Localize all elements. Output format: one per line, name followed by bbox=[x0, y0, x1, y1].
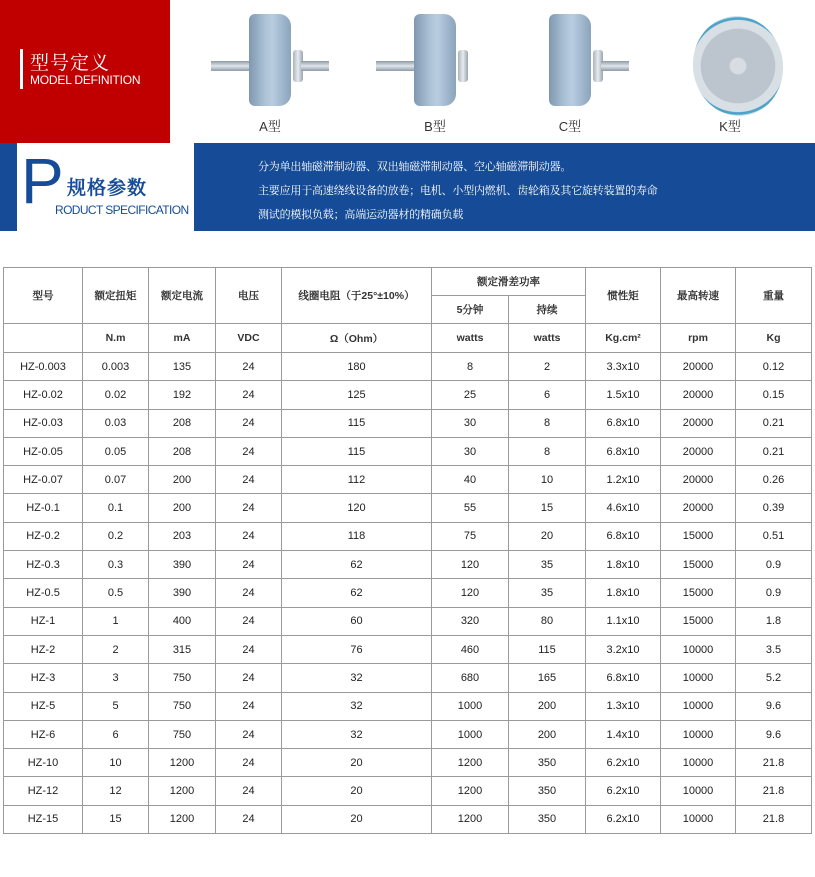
cell-torque: 1 bbox=[83, 607, 149, 635]
cell-resistance: 180 bbox=[282, 353, 432, 381]
cell-torque: 6 bbox=[83, 720, 149, 748]
cell-torque: 5 bbox=[83, 692, 149, 720]
cell-weight: 5.2 bbox=[736, 664, 812, 692]
cell-resistance: 20 bbox=[282, 805, 432, 833]
table-row bbox=[4, 805, 812, 833]
unit-inertia: Kg.cm² bbox=[586, 324, 661, 353]
cell-current: 200 bbox=[149, 494, 216, 522]
cell-inertia: 4.6x10 bbox=[586, 494, 661, 522]
cell-torque: 2 bbox=[83, 635, 149, 663]
cell-torque: 0.2 bbox=[83, 522, 149, 550]
cell-resistance: 115 bbox=[282, 409, 432, 437]
cell-model: HZ-12 bbox=[4, 777, 83, 805]
cell-max-speed: 10000 bbox=[661, 664, 736, 692]
cell-weight: 0.26 bbox=[736, 466, 812, 494]
cell-resistance: 62 bbox=[282, 579, 432, 607]
cell-resistance: 125 bbox=[282, 381, 432, 409]
cell-resistance: 20 bbox=[282, 777, 432, 805]
cell-inertia: 1.3x10 bbox=[586, 692, 661, 720]
cell-resistance: 76 bbox=[282, 635, 432, 663]
cell-current: 750 bbox=[149, 692, 216, 720]
spec-table bbox=[3, 267, 812, 834]
cell-inertia: 6.8x10 bbox=[586, 664, 661, 692]
cell-torque: 0.3 bbox=[83, 551, 149, 579]
cell-torque: 12 bbox=[83, 777, 149, 805]
cell-resistance: 32 bbox=[282, 692, 432, 720]
cell-model: HZ-10 bbox=[4, 749, 83, 777]
cell-resistance: 112 bbox=[282, 466, 432, 494]
cell-voltage: 24 bbox=[216, 466, 282, 494]
cell-resistance: 115 bbox=[282, 437, 432, 465]
cell-slip-5min: 55 bbox=[432, 494, 509, 522]
cell-resistance: 32 bbox=[282, 664, 432, 692]
cell-weight: 0.15 bbox=[736, 381, 812, 409]
product-k-label: K型 bbox=[719, 119, 741, 134]
cell-slip-5min: 40 bbox=[432, 466, 509, 494]
cell-weight: 9.6 bbox=[736, 692, 812, 720]
model-definition-header bbox=[0, 0, 170, 143]
cell-slip-continuous: 8 bbox=[509, 437, 586, 465]
cell-current: 192 bbox=[149, 381, 216, 409]
cell-model: HZ-0.1 bbox=[4, 494, 83, 522]
cell-slip-5min: 30 bbox=[432, 437, 509, 465]
cell-voltage: 24 bbox=[216, 607, 282, 635]
cell-resistance: 120 bbox=[282, 494, 432, 522]
cell-inertia: 6.8x10 bbox=[586, 522, 661, 550]
cell-weight: 0.21 bbox=[736, 409, 812, 437]
brake-k-image bbox=[686, 10, 789, 122]
product-a bbox=[205, 10, 335, 135]
table-row bbox=[4, 607, 812, 635]
cell-slip-5min: 75 bbox=[432, 522, 509, 550]
cell-model: HZ-0.3 bbox=[4, 551, 83, 579]
cell-max-speed: 10000 bbox=[661, 692, 736, 720]
cell-weight: 0.12 bbox=[736, 353, 812, 381]
cell-weight: 21.8 bbox=[736, 805, 812, 833]
cell-slip-5min: 1000 bbox=[432, 692, 509, 720]
cell-resistance: 62 bbox=[282, 551, 432, 579]
cell-resistance: 32 bbox=[282, 720, 432, 748]
cell-current: 200 bbox=[149, 466, 216, 494]
cell-model: HZ-15 bbox=[4, 805, 83, 833]
table-row bbox=[4, 664, 812, 692]
cell-inertia: 6.8x10 bbox=[586, 437, 661, 465]
cell-inertia: 6.8x10 bbox=[586, 409, 661, 437]
cell-inertia: 6.2x10 bbox=[586, 805, 661, 833]
table-row bbox=[4, 353, 812, 381]
cell-slip-continuous: 350 bbox=[509, 805, 586, 833]
cell-voltage: 24 bbox=[216, 635, 282, 663]
cell-slip-continuous: 350 bbox=[509, 749, 586, 777]
cell-voltage: 24 bbox=[216, 409, 282, 437]
cell-voltage: 24 bbox=[216, 664, 282, 692]
cell-inertia: 1.8x10 bbox=[586, 579, 661, 607]
spec-logo-letter: P bbox=[21, 145, 64, 217]
cell-model: HZ-0.2 bbox=[4, 522, 83, 550]
cell-model: HZ-1 bbox=[4, 607, 83, 635]
cell-weight: 9.6 bbox=[736, 720, 812, 748]
cell-torque: 0.03 bbox=[83, 409, 149, 437]
cell-slip-5min: 1200 bbox=[432, 805, 509, 833]
cell-max-speed: 10000 bbox=[661, 805, 736, 833]
unit-slip-5min: watts bbox=[432, 324, 509, 353]
spec-banner-strip bbox=[0, 143, 17, 231]
product-a-label: A型 bbox=[259, 119, 281, 134]
table-row bbox=[4, 777, 812, 805]
cell-slip-continuous: 200 bbox=[509, 720, 586, 748]
cell-max-speed: 15000 bbox=[661, 522, 736, 550]
spec-description-line: 分为单出轴磁滞制动器、双出轴磁滞制动器、空心轴磁滞制动器。 bbox=[258, 160, 572, 173]
cell-slip-continuous: 165 bbox=[509, 664, 586, 692]
table-row bbox=[4, 437, 812, 465]
cell-weight: 0.39 bbox=[736, 494, 812, 522]
spec-description-panel bbox=[194, 143, 815, 231]
table-row bbox=[4, 720, 812, 748]
cell-current: 1200 bbox=[149, 749, 216, 777]
cell-model: HZ-3 bbox=[4, 664, 83, 692]
spec-logo bbox=[17, 143, 194, 231]
cell-slip-continuous: 2 bbox=[509, 353, 586, 381]
cell-slip-5min: 1000 bbox=[432, 720, 509, 748]
cell-current: 400 bbox=[149, 607, 216, 635]
spec-description-line: 测试的模拟负载；高端运动器材的精确负载 bbox=[258, 208, 464, 221]
cell-inertia: 1.5x10 bbox=[586, 381, 661, 409]
table-row bbox=[4, 466, 812, 494]
cell-torque: 0.003 bbox=[83, 353, 149, 381]
table-row bbox=[4, 579, 812, 607]
cell-torque: 0.5 bbox=[83, 579, 149, 607]
brake-a-image bbox=[249, 14, 291, 106]
cell-model: HZ-0.05 bbox=[4, 437, 83, 465]
cell-max-speed: 15000 bbox=[661, 607, 736, 635]
cell-slip-continuous: 6 bbox=[509, 381, 586, 409]
cell-weight: 0.9 bbox=[736, 579, 812, 607]
cell-max-speed: 15000 bbox=[661, 551, 736, 579]
cell-slip-continuous: 115 bbox=[509, 635, 586, 663]
cell-inertia: 1.2x10 bbox=[586, 466, 661, 494]
header-voltage: 电压 bbox=[216, 268, 282, 324]
cell-voltage: 24 bbox=[216, 437, 282, 465]
cell-inertia: 6.2x10 bbox=[586, 777, 661, 805]
product-b bbox=[370, 10, 500, 135]
spec-title: 规格参数 bbox=[67, 177, 148, 199]
cell-slip-5min: 460 bbox=[432, 635, 509, 663]
cell-max-speed: 20000 bbox=[661, 353, 736, 381]
cell-model: HZ-0.5 bbox=[4, 579, 83, 607]
cell-slip-continuous: 200 bbox=[509, 692, 586, 720]
cell-current: 390 bbox=[149, 551, 216, 579]
product-c-label: C型 bbox=[558, 119, 582, 134]
cell-voltage: 24 bbox=[216, 579, 282, 607]
table-row bbox=[4, 522, 812, 550]
cell-current: 135 bbox=[149, 353, 216, 381]
cell-model: HZ-5 bbox=[4, 692, 83, 720]
cell-current: 208 bbox=[149, 437, 216, 465]
unit-current: mA bbox=[149, 324, 216, 353]
header-inertia: 惯性矩 bbox=[586, 268, 661, 324]
cell-voltage: 24 bbox=[216, 494, 282, 522]
model-definition-title: 型号定义 bbox=[30, 52, 111, 74]
cell-slip-continuous: 35 bbox=[509, 579, 586, 607]
cell-model: HZ-0.03 bbox=[4, 409, 83, 437]
cell-voltage: 24 bbox=[216, 805, 282, 833]
cell-weight: 1.8 bbox=[736, 607, 812, 635]
unit-max-speed: rpm bbox=[661, 324, 736, 353]
unit-voltage: VDC bbox=[216, 324, 282, 353]
cell-resistance: 20 bbox=[282, 749, 432, 777]
shaft-left bbox=[376, 61, 416, 71]
cell-current: 208 bbox=[149, 409, 216, 437]
cell-model: HZ-0.003 bbox=[4, 353, 83, 381]
cell-max-speed: 20000 bbox=[661, 466, 736, 494]
cell-max-speed: 20000 bbox=[661, 381, 736, 409]
unit-weight: Kg bbox=[736, 324, 812, 353]
cell-slip-5min: 8 bbox=[432, 353, 509, 381]
shaft-right bbox=[601, 61, 629, 71]
cell-slip-continuous: 350 bbox=[509, 777, 586, 805]
product-c bbox=[505, 10, 635, 135]
model-definition-subtitle: MODEL DEFINITION bbox=[30, 73, 141, 87]
cell-current: 1200 bbox=[149, 805, 216, 833]
cell-max-speed: 15000 bbox=[661, 579, 736, 607]
table-row bbox=[4, 381, 812, 409]
header-resistance: 线圈电阻（于25°±10%） bbox=[282, 268, 432, 324]
header-slip-power: 额定滑差功率 bbox=[432, 268, 586, 296]
cell-voltage: 24 bbox=[216, 381, 282, 409]
table-row bbox=[4, 409, 812, 437]
cell-slip-continuous: 20 bbox=[509, 522, 586, 550]
cell-max-speed: 20000 bbox=[661, 409, 736, 437]
cell-slip-continuous: 80 bbox=[509, 607, 586, 635]
cell-weight: 0.51 bbox=[736, 522, 812, 550]
header-slip-continuous: 持续 bbox=[509, 296, 586, 324]
cell-torque: 0.07 bbox=[83, 466, 149, 494]
cell-slip-5min: 680 bbox=[432, 664, 509, 692]
hub bbox=[458, 50, 468, 82]
cell-inertia: 1.4x10 bbox=[586, 720, 661, 748]
cell-slip-5min: 25 bbox=[432, 381, 509, 409]
shaft-left bbox=[211, 61, 251, 71]
table-row bbox=[4, 692, 812, 720]
cell-torque: 3 bbox=[83, 664, 149, 692]
header-model: 型号 bbox=[4, 268, 83, 324]
table-row bbox=[4, 494, 812, 522]
unit-slip-continuous: watts bbox=[509, 324, 586, 353]
cell-inertia: 3.2x10 bbox=[586, 635, 661, 663]
unit-torque: N.m bbox=[83, 324, 149, 353]
cell-voltage: 24 bbox=[216, 692, 282, 720]
cell-voltage: 24 bbox=[216, 720, 282, 748]
spec-description-line: 主要应用于高速绕线设备的放卷；电机、小型内燃机、齿轮箱及其它旋转装置的寿命 bbox=[258, 184, 658, 197]
cell-voltage: 24 bbox=[216, 551, 282, 579]
cell-voltage: 24 bbox=[216, 522, 282, 550]
cell-inertia: 3.3x10 bbox=[586, 353, 661, 381]
cell-current: 750 bbox=[149, 664, 216, 692]
cell-voltage: 24 bbox=[216, 749, 282, 777]
header-torque: 额定扭矩 bbox=[83, 268, 149, 324]
cell-max-speed: 10000 bbox=[661, 749, 736, 777]
accent-bar bbox=[20, 49, 23, 89]
spec-table-body bbox=[4, 353, 812, 834]
cell-model: HZ-6 bbox=[4, 720, 83, 748]
cell-weight: 3.5 bbox=[736, 635, 812, 663]
cell-resistance: 60 bbox=[282, 607, 432, 635]
table-row bbox=[4, 749, 812, 777]
cell-slip-5min: 320 bbox=[432, 607, 509, 635]
cell-max-speed: 10000 bbox=[661, 635, 736, 663]
header-current: 额定电流 bbox=[149, 268, 216, 324]
cell-current: 1200 bbox=[149, 777, 216, 805]
cell-max-speed: 20000 bbox=[661, 494, 736, 522]
header-slip-5min: 5分钟 bbox=[432, 296, 509, 324]
cell-max-speed: 10000 bbox=[661, 720, 736, 748]
table-row bbox=[4, 551, 812, 579]
cell-weight: 0.9 bbox=[736, 551, 812, 579]
unit-resistance: Ω（Ohm） bbox=[282, 324, 432, 353]
table-row bbox=[4, 635, 812, 663]
cell-weight: 21.8 bbox=[736, 749, 812, 777]
cell-voltage: 24 bbox=[216, 353, 282, 381]
cell-slip-continuous: 8 bbox=[509, 409, 586, 437]
unit-model bbox=[4, 324, 83, 353]
product-k bbox=[665, 10, 795, 135]
cell-model: HZ-2 bbox=[4, 635, 83, 663]
cell-current: 390 bbox=[149, 579, 216, 607]
cell-current: 750 bbox=[149, 720, 216, 748]
cell-max-speed: 10000 bbox=[661, 777, 736, 805]
product-b-label: B型 bbox=[424, 119, 446, 134]
cell-slip-5min: 120 bbox=[432, 551, 509, 579]
cell-resistance: 118 bbox=[282, 522, 432, 550]
spec-subtitle: RODUCT SPECIFICATION bbox=[55, 203, 189, 217]
cell-inertia: 1.8x10 bbox=[586, 551, 661, 579]
cell-current: 315 bbox=[149, 635, 216, 663]
cell-model: HZ-0.02 bbox=[4, 381, 83, 409]
cell-slip-5min: 1200 bbox=[432, 777, 509, 805]
brake-b-image bbox=[414, 14, 456, 106]
cell-slip-5min: 1200 bbox=[432, 749, 509, 777]
cell-slip-5min: 120 bbox=[432, 579, 509, 607]
cell-inertia: 6.2x10 bbox=[586, 749, 661, 777]
cell-voltage: 24 bbox=[216, 777, 282, 805]
cell-torque: 15 bbox=[83, 805, 149, 833]
cell-torque: 0.02 bbox=[83, 381, 149, 409]
brake-c-image bbox=[549, 14, 591, 106]
shaft-right bbox=[301, 61, 329, 71]
cell-weight: 21.8 bbox=[736, 777, 812, 805]
cell-slip-continuous: 35 bbox=[509, 551, 586, 579]
header-max-speed: 最高转速 bbox=[661, 268, 736, 324]
header-weight: 重量 bbox=[736, 268, 812, 324]
cell-model: HZ-0.07 bbox=[4, 466, 83, 494]
cell-torque: 0.05 bbox=[83, 437, 149, 465]
cell-max-speed: 20000 bbox=[661, 437, 736, 465]
cell-torque: 10 bbox=[83, 749, 149, 777]
cell-torque: 0.1 bbox=[83, 494, 149, 522]
cell-inertia: 1.1x10 bbox=[586, 607, 661, 635]
cell-slip-5min: 30 bbox=[432, 409, 509, 437]
cell-slip-continuous: 10 bbox=[509, 466, 586, 494]
cell-weight: 0.21 bbox=[736, 437, 812, 465]
cell-slip-continuous: 15 bbox=[509, 494, 586, 522]
cell-current: 203 bbox=[149, 522, 216, 550]
